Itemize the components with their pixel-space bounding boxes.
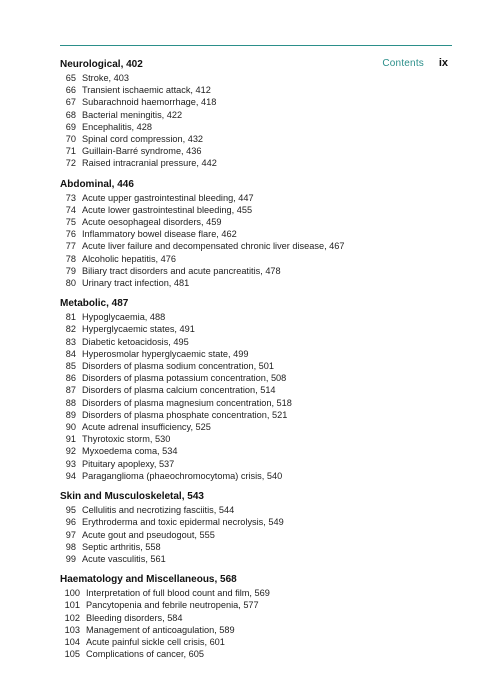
chapter-number: 95 — [65, 505, 76, 516]
chapter-number: 74 — [65, 204, 76, 215]
toc-entry[interactable] — [60, 336, 460, 348]
toc-entry[interactable] — [60, 636, 460, 648]
chapter-number: 88 — [65, 397, 76, 408]
toc-entry[interactable] — [60, 529, 460, 541]
toc-entry[interactable] — [60, 311, 460, 323]
chapter-title: Acute oesophageal disorders, 459 — [82, 217, 222, 228]
toc-entry[interactable] — [60, 587, 460, 599]
toc-entry[interactable] — [60, 433, 460, 445]
toc-entry[interactable] — [60, 277, 460, 289]
toc-entry[interactable] — [60, 504, 460, 516]
chapter-number: 66 — [65, 85, 76, 96]
toc-entry[interactable] — [60, 72, 460, 84]
chapter-title: Hyperosmolar hyperglycaemic state, 499 — [82, 348, 249, 359]
toc-entry[interactable] — [60, 612, 460, 624]
toc-entry[interactable] — [60, 109, 460, 121]
chapter-title: Pituitary apoplexy, 537 — [82, 458, 175, 469]
toc-entry[interactable] — [60, 541, 460, 553]
chapter-number: 77 — [65, 241, 76, 252]
chapter-title: Disorders of plasma potassium concentration, 508 — [82, 373, 287, 384]
toc-entry[interactable] — [60, 96, 460, 108]
chapter-number: 83 — [65, 336, 76, 347]
toc-entry[interactable] — [60, 265, 460, 277]
chapter-number: 94 — [65, 470, 76, 481]
chapter-number: 99 — [65, 553, 76, 564]
toc-entry[interactable] — [60, 84, 460, 96]
toc-section — [60, 58, 460, 170]
chapter-number: 81 — [65, 312, 76, 323]
chapter-title: Bleeding disorders, 584 — [86, 612, 183, 623]
section-title: Haematology and Miscellaneous, 568 — [60, 574, 237, 586]
chapter-title: Acute lower gastrointestinal bleeding, 455 — [82, 204, 253, 215]
chapter-number: 75 — [65, 217, 76, 228]
chapter-title: Transient ischaemic attack, 412 — [82, 85, 211, 96]
chapter-title: Encephalitis, 428 — [82, 121, 152, 132]
table-of-contents — [60, 58, 460, 668]
toc-entry[interactable] — [60, 228, 460, 240]
chapter-number: 85 — [65, 361, 76, 372]
chapter-title: Pancytopenia and febrile neutropenia, 577 — [86, 600, 259, 611]
section-title: Skin and Musculoskeletal, 543 — [60, 491, 204, 503]
chapter-number: 100 — [64, 588, 80, 599]
toc-entry[interactable] — [60, 470, 460, 482]
chapter-title: Septic arthritis, 558 — [82, 541, 161, 552]
chapter-title: Acute adrenal insufficiency, 525 — [82, 422, 211, 433]
chapter-number: 79 — [65, 265, 76, 276]
toc-entry[interactable] — [60, 348, 460, 360]
chapter-number: 69 — [65, 121, 76, 132]
toc-entry[interactable] — [60, 397, 460, 409]
toc-entry[interactable] — [60, 204, 460, 216]
chapter-number: 82 — [65, 324, 76, 335]
toc-entry[interactable] — [60, 323, 460, 335]
chapter-title: Bacterial meningitis, 422 — [82, 109, 183, 120]
chapter-number: 73 — [65, 192, 76, 203]
chapter-number: 105 — [64, 649, 80, 660]
chapter-number: 72 — [65, 158, 76, 169]
chapter-title: Disorders of plasma magnesium concentration, 518 — [82, 397, 292, 408]
toc-entry[interactable] — [60, 157, 460, 169]
toc-section — [60, 490, 460, 565]
toc-entry[interactable] — [60, 624, 460, 636]
chapter-number: 104 — [64, 636, 80, 647]
toc-entry[interactable] — [60, 121, 460, 133]
chapter-number: 76 — [65, 229, 76, 240]
toc-entry[interactable] — [60, 599, 460, 611]
toc-entry[interactable] — [60, 409, 460, 421]
chapter-number: 68 — [65, 109, 76, 120]
toc-entry[interactable] — [60, 553, 460, 565]
toc-entry[interactable] — [60, 648, 460, 660]
chapter-title: Alcoholic hepatitis, 476 — [82, 253, 176, 264]
section-title: Neurological, 402 — [60, 59, 143, 70]
chapter-title: Hyperglycaemic states, 491 — [82, 324, 195, 335]
chapter-title: Acute liver failure and decompensated chronic liver disease, 467 — [82, 241, 345, 252]
chapter-number: 89 — [65, 409, 76, 420]
chapter-number: 90 — [65, 422, 76, 433]
header-rule — [60, 45, 452, 46]
toc-entry[interactable] — [60, 216, 460, 228]
chapter-number: 84 — [65, 348, 76, 359]
toc-entry[interactable] — [60, 192, 460, 204]
chapter-title: Acute vasculitis, 561 — [82, 553, 166, 564]
toc-entry[interactable] — [60, 421, 460, 433]
toc-entry[interactable] — [60, 253, 460, 265]
chapter-title: Spinal cord compression, 432 — [82, 134, 204, 145]
chapter-title: Interpretation of full blood count and film, 569 — [86, 588, 270, 599]
toc-entry[interactable] — [60, 384, 460, 396]
chapter-number: 97 — [65, 529, 76, 540]
chapter-title: Cellulitis and necrotizing fasciitis, 544 — [82, 505, 235, 516]
toc-entry[interactable] — [60, 145, 460, 157]
chapter-title: Complications of cancer, 605 — [86, 649, 204, 660]
chapter-title: Thyrotoxic storm, 530 — [82, 434, 171, 445]
toc-entry[interactable] — [60, 360, 460, 372]
chapter-title: Paraganglioma (phaeochromocytoma) crisis, 540 — [82, 470, 283, 481]
chapter-title: Urinary tract infection, 481 — [82, 278, 190, 289]
chapter-title: Management of anticoagulation, 589 — [86, 624, 235, 635]
chapter-number: 93 — [65, 458, 76, 469]
chapter-number: 98 — [65, 541, 76, 552]
chapter-title: Diabetic ketoacidosis, 495 — [82, 336, 189, 347]
chapter-number: 101 — [64, 600, 80, 611]
toc-entry[interactable] — [60, 445, 460, 457]
toc-entry[interactable] — [60, 516, 460, 528]
running-title: Contents — [382, 58, 424, 69]
toc-entry[interactable] — [60, 372, 460, 384]
chapter-number: 80 — [65, 278, 76, 289]
chapter-title: Erythroderma and toxic epidermal necrolysis, 549 — [82, 517, 284, 528]
chapter-title: Raised intracranial pressure, 442 — [82, 158, 217, 169]
chapter-title: Acute painful sickle cell crisis, 601 — [86, 636, 225, 647]
chapter-title: Disorders of plasma phosphate concentration, 521 — [82, 409, 288, 420]
chapter-number: 78 — [65, 253, 76, 264]
chapter-number: 86 — [65, 373, 76, 384]
chapter-title: Biliary tract disorders and acute pancreatitis, 478 — [82, 265, 281, 276]
page-number: ix — [438, 57, 448, 69]
chapter-number: 103 — [64, 624, 80, 635]
chapter-title: Stroke, 403 — [82, 73, 129, 83]
chapter-number: 102 — [64, 612, 80, 623]
chapter-title: Hypoglycaemia, 488 — [82, 312, 166, 323]
chapter-title: Disorders of plasma sodium concentration, 501 — [82, 361, 275, 372]
section-title: Abdominal, 446 — [60, 178, 134, 190]
chapter-number: 87 — [65, 385, 76, 396]
toc-entry[interactable] — [60, 133, 460, 145]
chapter-number: 92 — [65, 446, 76, 457]
chapter-number: 91 — [65, 434, 76, 445]
chapter-title: Inflammatory bowel disease flare, 462 — [82, 229, 237, 240]
toc-entry[interactable] — [60, 458, 460, 470]
chapter-number: 70 — [65, 134, 76, 145]
chapter-number: 71 — [65, 146, 76, 157]
chapter-title: Subarachnoid haemorrhage, 418 — [82, 97, 217, 108]
toc-section — [60, 573, 460, 660]
chapter-number: 65 — [65, 73, 76, 83]
toc-section — [60, 297, 460, 482]
toc-section — [60, 178, 460, 290]
chapter-title: Disorders of plasma calcium concentration, 514 — [82, 385, 276, 396]
chapter-title: Acute upper gastrointestinal bleeding, 447 — [82, 192, 254, 203]
chapter-number: 96 — [65, 517, 76, 528]
chapter-number: 67 — [65, 97, 76, 108]
section-title: Metabolic, 487 — [60, 298, 129, 310]
chapter-title: Myxoedema coma, 534 — [82, 446, 178, 457]
chapter-title: Acute gout and pseudogout, 555 — [82, 529, 215, 540]
chapter-title: Guillain-Barré syndrome, 436 — [82, 146, 202, 157]
toc-entry[interactable] — [60, 240, 460, 252]
